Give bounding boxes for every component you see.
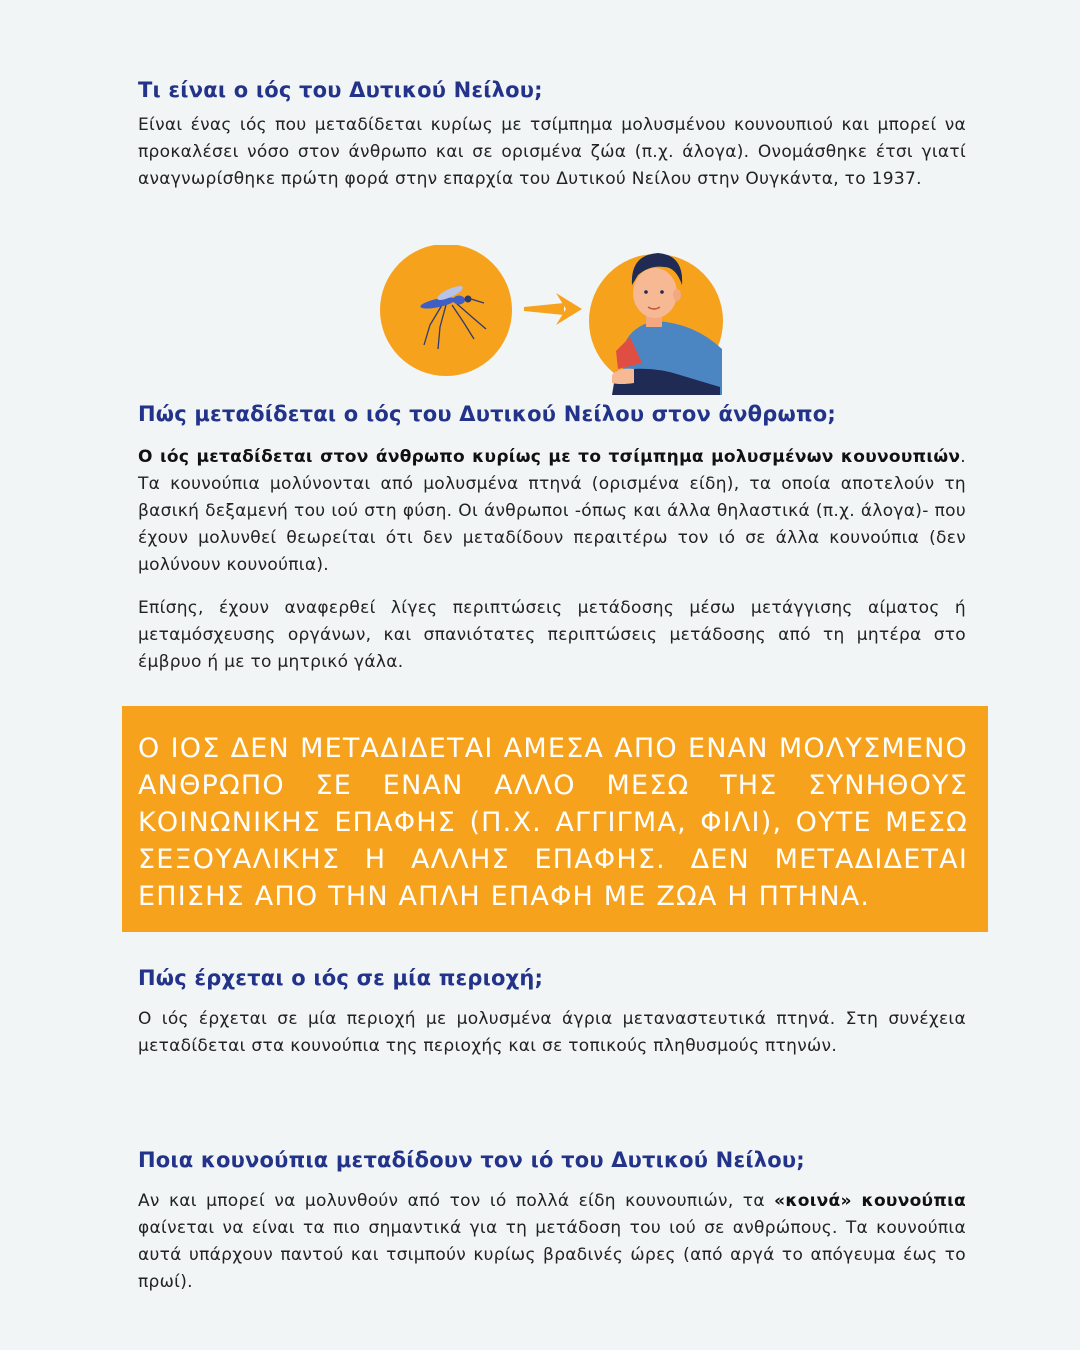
section-transmission <box>138 402 966 676</box>
mosquito-circle <box>380 245 512 376</box>
callout-box <box>122 706 988 932</box>
section-body: Είναι ένας ιός που μεταδίδεται κυρίως με τσίμπημα μολυσμένου κουνουπιού και μπορεί να προκαλέσει νόσο στον άνθρωπο και σε ορισμένα ζώα (π.χ. άλογα). Ονομάσθηκε έτσι γιατί αναγνωρίσθηκε πρώτη φορά στην επαρχία του Δυτικού Νείλου στην Ουγκάντα, το 1937. <box>138 115 966 189</box>
paragraph-text: . Τα κουνούπια μολύνονται από μολυσμένα πτηνά (ορισμένα είδη), τα οποία αποτελούν τη βασική δεξαμενή του ιού στη φύση. Οι άνθρωποι -όπως και άλλα θηλαστικά (π.χ. άλογα)- που έχουν μολυνθεί θεωρείται ότι δεν μεταδίδουν περαιτέρω τον ιό σε άλλα κουνούπια (δεν μολύνουν κουνούπια). <box>138 447 966 575</box>
section-paragraph: Επίσης, έχουν αναφερθεί λίγες περιπτώσεις μετάδοσης μέσω μετάγγισης αίματος ή μεταμόσχευσης οργάνων, και σπανιότατες περιπτώσεις μετάδοσης από τη μητέρα στο έμβρυο ή με το μητρικό γάλα. <box>138 598 966 672</box>
section-title: Πώς έρχεται ο ιός σε μία περιοχή; <box>138 966 544 990</box>
paragraph-text: φαίνεται να είναι τα πιο σημαντικά για τη μετάδοση του ιού σε ανθρώπους. Τα κουνούπια αυτά υπάρχουν παντού και τσιμπούν κυρίως βραδινές ώρες (από αργά το απόγευμα έως το πρωί). <box>138 1218 966 1292</box>
section-paragraph <box>138 1188 966 1296</box>
arrow-right-icon <box>524 293 582 325</box>
section-how-arrives <box>138 966 966 1060</box>
transmission-illustration <box>380 245 730 395</box>
paragraph-text: Αν και μπορεί να μολυνθούν από τον ιό πολλά είδη κουνουπιών, τα <box>138 1191 775 1211</box>
bold-text: Ο ιός μεταδίδεται στον άνθρωπο κυρίως με το τσίμπημα μολυσμένων κουνουπιών <box>138 447 961 467</box>
section-title: Πώς μεταδίδεται ο ιός του Δυτικού Νείλου στον άνθρωπο; <box>138 402 837 426</box>
section-body: Ο ιός έρχεται σε μία περιοχή με μολυσμένα άγρια μεταναστευτικά πτηνά. Στη συνέχεια μεταδίδεται στα κουνούπια της περιοχής και σε τοπικούς πληθυσμούς πτηνών. <box>138 1009 966 1056</box>
bold-text: «κοινά» κουνούπια <box>774 1191 966 1211</box>
section-title: Ποια κουνούπια μεταδίδουν τον ιό του Δυτικού Νείλου; <box>138 1148 805 1172</box>
section-paragraph <box>138 444 966 579</box>
section-which-mosquitoes <box>138 1148 966 1296</box>
section-title: Τι είναι ο ιός του Δυτικού Νείλου; <box>138 78 543 102</box>
section-what-is <box>138 78 966 193</box>
callout-text: Ο ΙΟΣ ΔΕΝ ΜΕΤΑΔΙΔΕΤΑΙ ΑΜΕΣΑ ΑΠΟ ΕΝΑΝ ΜΟΛΥΣΜΕΝΟ ΑΝΘΡΩΠΟ ΣΕ ΕΝΑΝ ΑΛΛΟ ΜΕΣΩ ΤΗΣ ΣΥΝΗΘΟΥΣ ΚΟΙΝΩΝΙΚΗΣ ΕΠΑΦΗΣ (Π.Χ. ΑΓΓΙΓΜΑ, ΦΙΛΙ), ΟΥΤΕ ΜΕΣΩ ΣΕΞΟΥΑΛΙΚΗΣ Η ΑΛΛΗΣ ΕΠΑΦΗΣ. ΔΕΝ ΜΕΤΑΔΙΔΕΤΑΙ ΕΠΙΣΗΣ ΑΠΟ ΤΗΝ ΑΠΛΗ ΕΠΑΦΗ ΜΕ ΖΩΑ Η ΠΤΗΝΑ. <box>138 733 968 912</box>
